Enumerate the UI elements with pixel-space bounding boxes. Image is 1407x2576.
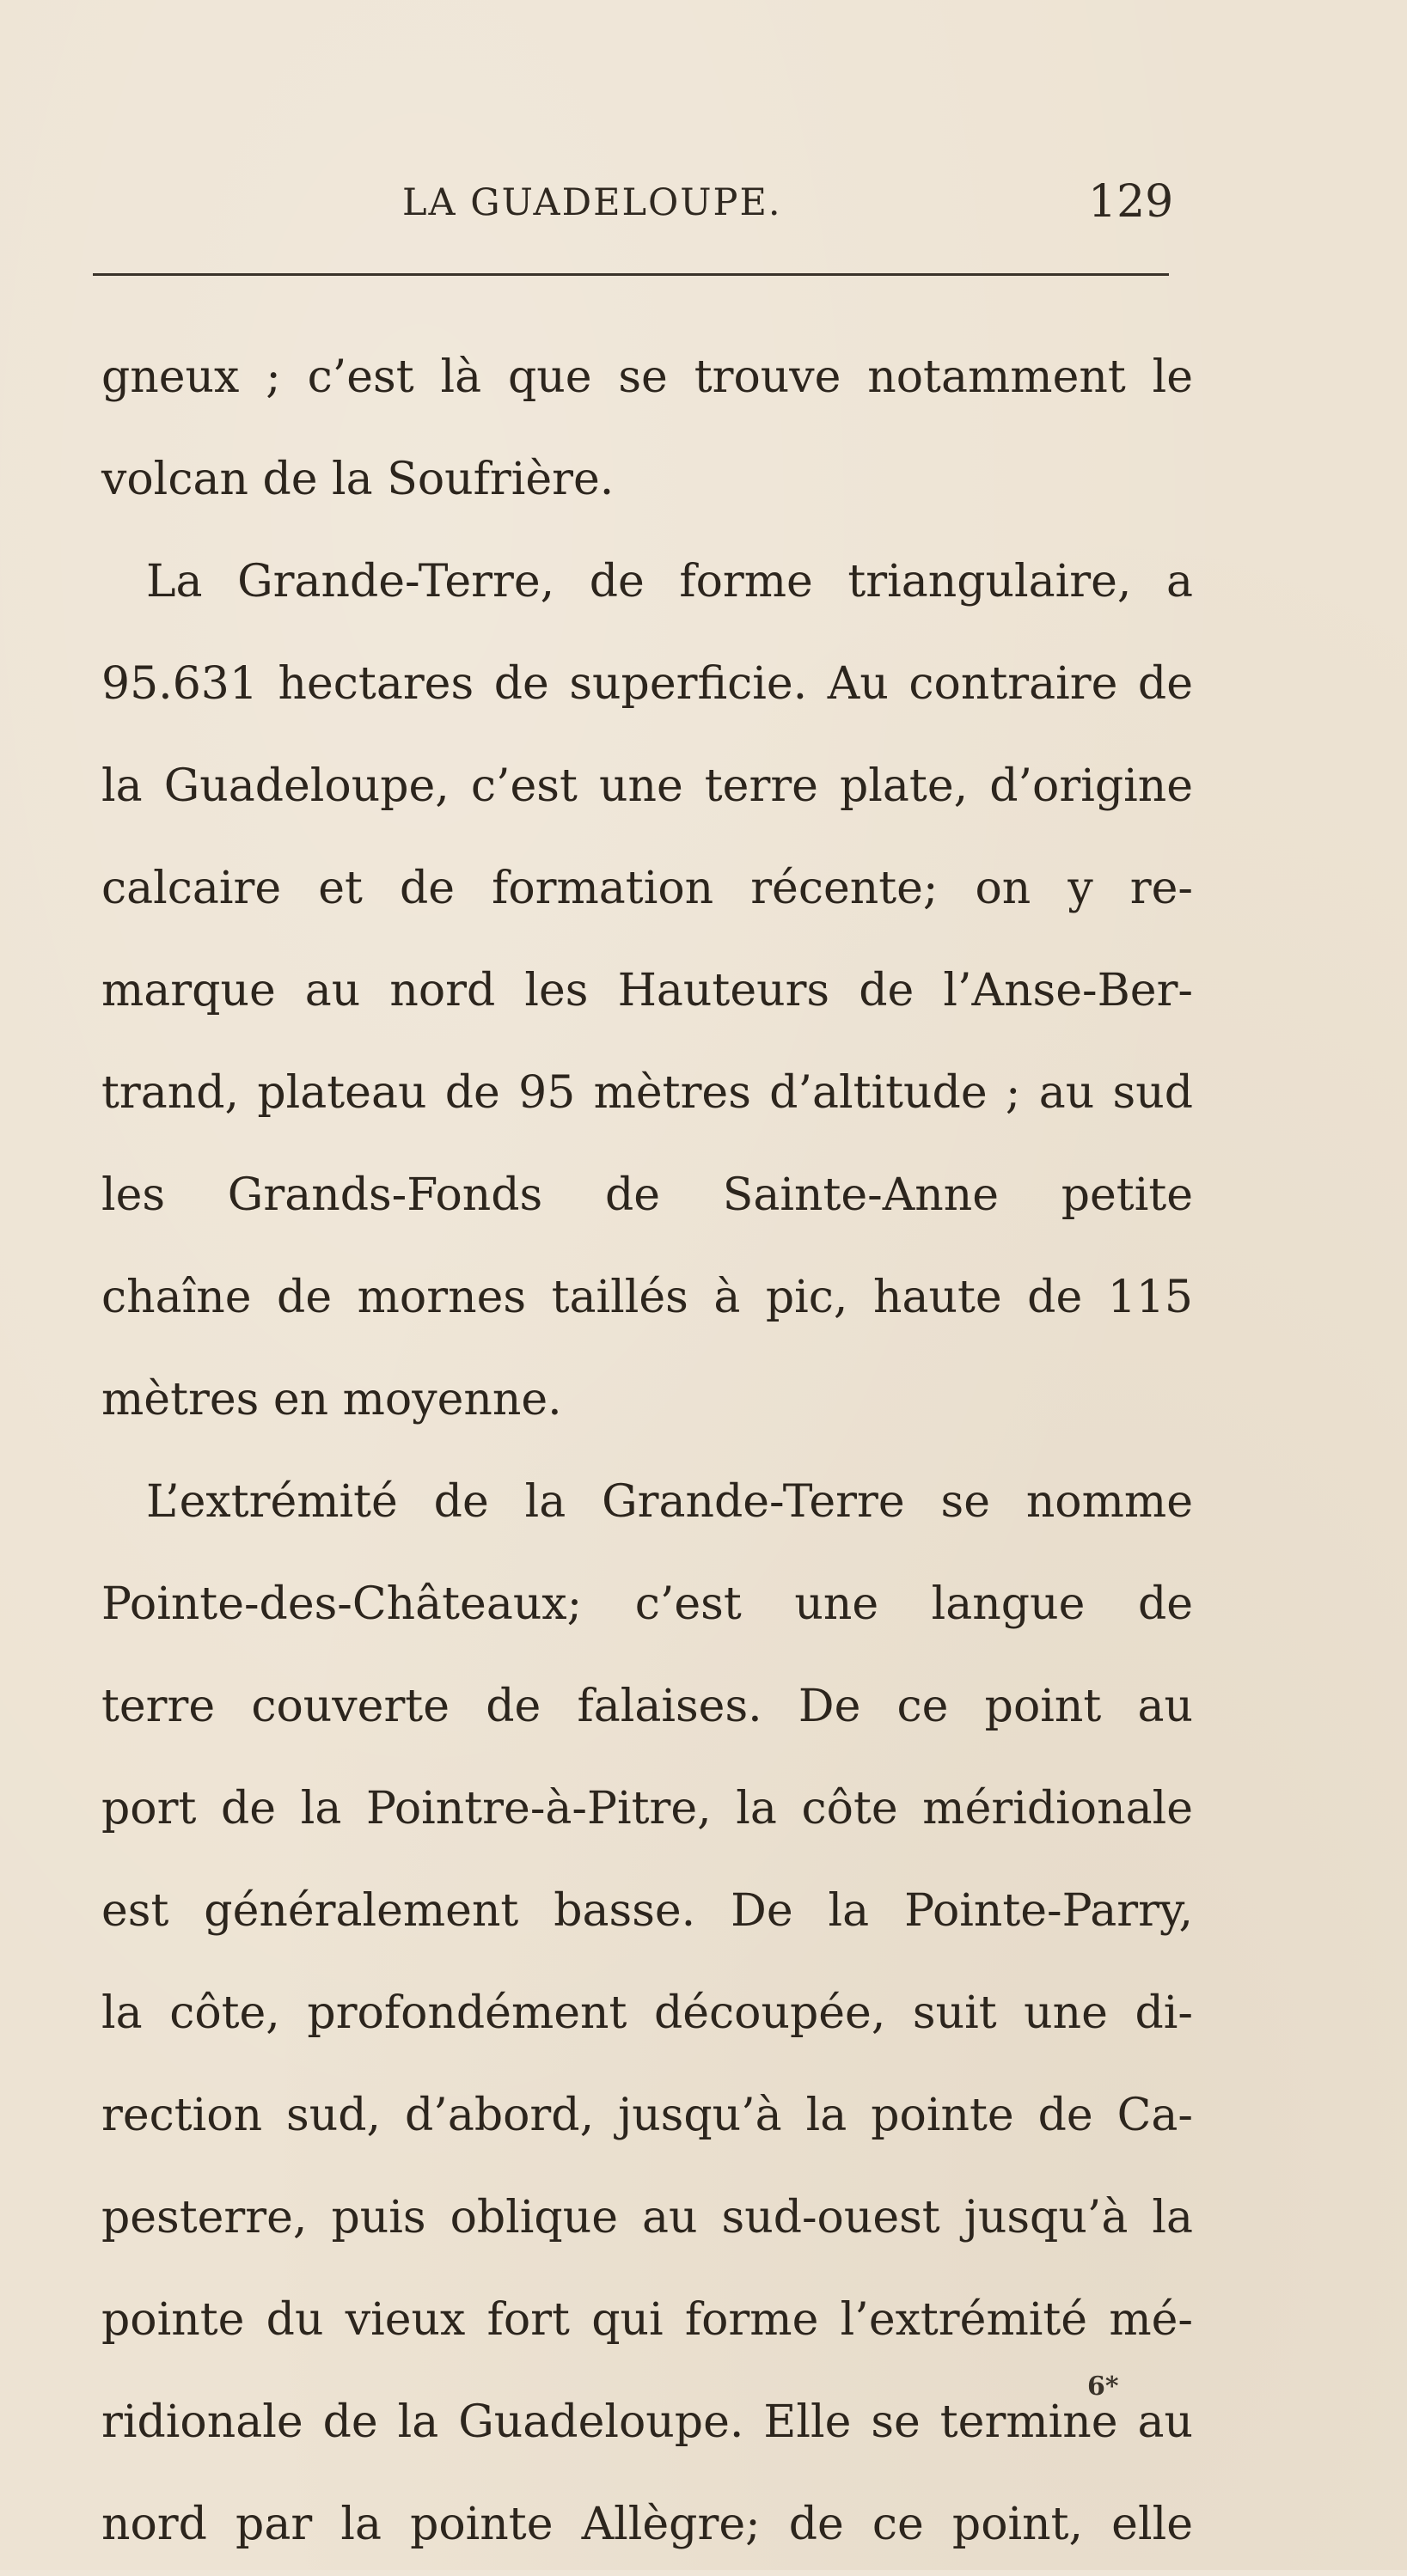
- text-line: les Grands-Fonds de Sainte-Anne petite: [101, 1169, 1193, 1221]
- text-line: mètres en moyenne.: [101, 1374, 562, 1425]
- text-line: 95.631 hectares de superficie. Au contraire de: [101, 658, 1193, 710]
- text-line: la côte, profondément découpée, suit une di-: [101, 1987, 1193, 2039]
- running-head: [0, 176, 1407, 236]
- text-line: marque au nord les Hauteurs de l’Anse-Ber-: [101, 965, 1193, 1016]
- text-line: nord par la pointe Allègre; de ce point, elle: [101, 2499, 1193, 2550]
- text-line: est généralement basse. De la Pointe-Parry,: [101, 1885, 1193, 1937]
- page-number: 129: [1088, 176, 1174, 228]
- text-line: la Guadeloupe, c’est une terre plate, d’origine: [101, 760, 1193, 812]
- text-line: volcan de la Soufrière.: [101, 454, 615, 505]
- signature-mark: 6*: [1087, 2372, 1119, 2402]
- text-line: chaîne de mornes taillés à pic, haute de 115: [101, 1272, 1193, 1323]
- body-text: [101, 327, 1193, 2576]
- text-line: L’extrémité de la Grande-Terre se nomme: [146, 1476, 1193, 1528]
- text-line: pointe du vieux fort qui forme l’extrémité mé-: [101, 2294, 1193, 2346]
- text-line: La Grande-Terre, de forme triangulaire, a: [146, 556, 1193, 607]
- text-line: Pointe-des-Châteaux; c’est une langue de: [101, 1578, 1193, 1630]
- text-line: port de la Pointre-à-Pitre, la côte méridionale: [101, 1783, 1193, 1834]
- text-line: pesterre, puis oblique au sud-ouest jusqu’à la: [101, 2192, 1193, 2243]
- text-line: gneux ; c’est là que se trouve notamment le: [101, 351, 1193, 403]
- text-line: terre couverte de falaises. De ce point au: [101, 1681, 1193, 1732]
- text-line: ridionale de la Guadeloupe. Elle se termine au: [101, 2396, 1193, 2448]
- text-line: trand, plateau de 95 mètres d’altitude ; au sud: [101, 1067, 1193, 1119]
- header-rule: [93, 273, 1169, 276]
- text-line: rection sud, d’abord, jusqu’à la pointe de Ca-: [101, 2090, 1193, 2141]
- text-line: calcaire et de formation récente; on y re-: [101, 863, 1193, 914]
- running-title: LA GUADELOUPE.: [402, 181, 782, 224]
